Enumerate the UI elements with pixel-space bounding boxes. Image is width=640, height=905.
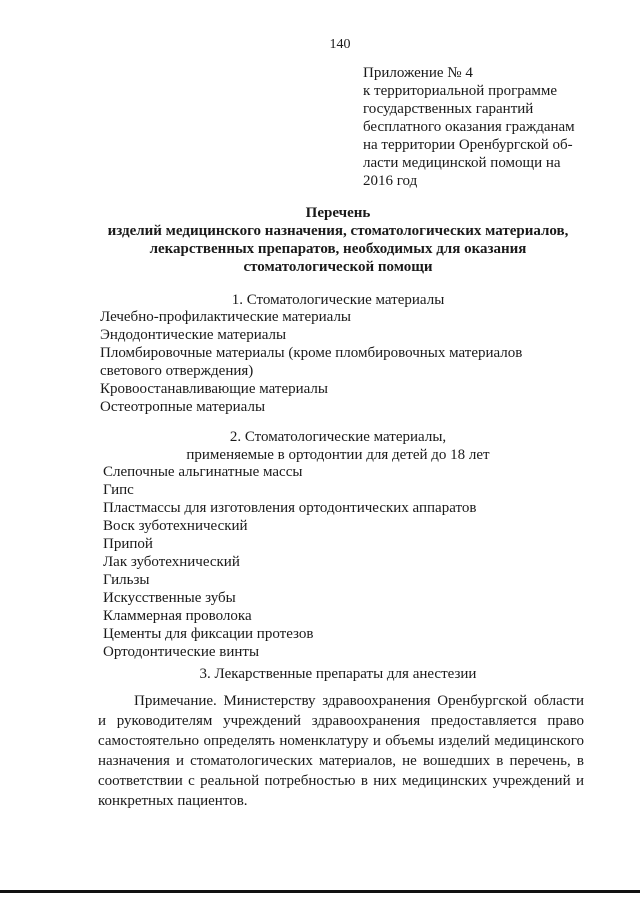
list-item: Лак зуботехнический xyxy=(103,554,240,570)
list-item: Припой xyxy=(103,536,153,552)
appendix-line: бесплатного оказания гражданам xyxy=(363,119,575,135)
note-paragraph xyxy=(98,691,584,811)
title-line: изделий медицинского назначения, стоматологических материалов, xyxy=(107,223,569,239)
note-text: Примечание. Министерству здравоохранения Оренбургской области и руководителям учреждений здравоохранения предоставляется право самостоятельно определять номенклатуру и объемы изделий медицинского назначения и стоматологических материалов, не вошедших в перечень, в соответствии с реальной потребностью в них медицинских учреждений и конкретных пациентов. xyxy=(98,693,584,809)
list-item: Ортодонтические винты xyxy=(103,644,260,660)
section3-heading: 3. Лекарственные препараты для анестезии xyxy=(199,666,477,682)
list-item: Кламмерная проволока xyxy=(103,608,252,624)
appendix-line: государственных гарантий xyxy=(363,101,534,117)
list-item: Слепочные альгинатные массы xyxy=(103,464,303,480)
list-item: Цементы для фиксации протезов xyxy=(103,626,314,642)
list-item: Гипс xyxy=(103,482,134,498)
page-number: 140 xyxy=(329,37,351,52)
section2-heading-line: применяемые в ортодонтии для детей до 18 лет xyxy=(186,447,490,463)
section2-heading-line: 2. Стоматологические материалы, xyxy=(229,429,447,445)
title-line: Перечень xyxy=(305,205,371,221)
appendix-note xyxy=(363,64,613,190)
list-item: Кровоостанавливающие материалы xyxy=(100,381,328,397)
appendix-line: на территории Оренбургской об- xyxy=(363,137,573,153)
list-item: Пломбировочные материалы (кроме пломбировочных материалов xyxy=(100,345,523,361)
appendix-line: к территориальной программе xyxy=(363,83,558,99)
list-item: Воск зуботехнический xyxy=(103,518,248,534)
list-item: Остеотропные материалы xyxy=(100,399,266,415)
list-item: Искусственные зубы xyxy=(103,590,236,606)
list-item: Лечебно-профилактические материалы xyxy=(100,309,352,325)
appendix-line: ласти медицинской помощи на xyxy=(363,155,561,171)
list-item: светового отверждения) xyxy=(100,363,254,379)
bottom-rule xyxy=(0,890,640,893)
section2-list xyxy=(103,463,476,661)
list-item: Пластмассы для изготовления ортодонтических аппаратов xyxy=(103,500,477,516)
list-item: Эндодонтические материалы xyxy=(100,327,287,343)
section1-heading: 1. Стоматологические материалы xyxy=(231,292,445,308)
title-line: стоматологической помощи xyxy=(243,259,433,275)
section1-list xyxy=(100,308,522,416)
document-title xyxy=(0,204,640,276)
appendix-line: Приложение № 4 xyxy=(363,65,473,81)
section2-heading xyxy=(0,428,640,464)
appendix-line: 2016 год xyxy=(363,173,418,189)
title-line: лекарственных препаратов, необходимых для оказания xyxy=(149,241,527,257)
list-item: Гильзы xyxy=(103,572,150,588)
